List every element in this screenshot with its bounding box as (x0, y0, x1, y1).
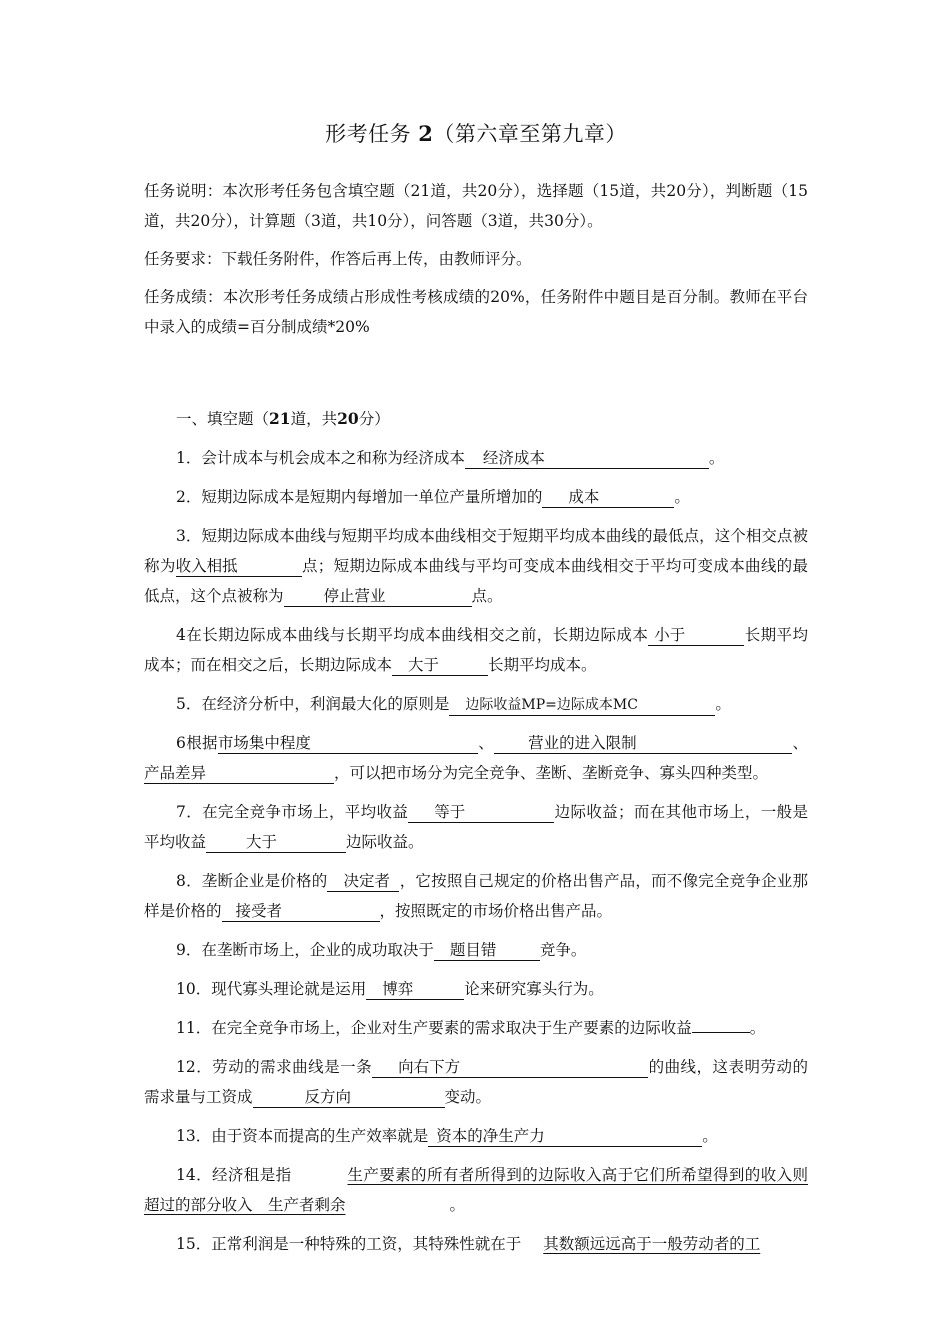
section-text-c: 道，共 (290, 410, 338, 428)
q9-post: 竞争。 (539, 941, 587, 959)
q14-post: 。 (449, 1196, 466, 1214)
q9-answer: 题目错 (434, 941, 540, 961)
q4-mid: 长期平均成本；而在相交之后，长期边际成本 (144, 626, 808, 674)
q13-answer: 资本的净生产力 (428, 1127, 702, 1147)
q5-post: 。 (715, 695, 731, 713)
question-1 (144, 443, 808, 473)
title-text: 形考任务 (325, 122, 412, 146)
question-8 (144, 866, 808, 926)
question-14 (144, 1160, 808, 1220)
q10-text: 10．现代寡头理论就是运用 (176, 980, 367, 998)
question-4 (144, 620, 808, 680)
section-heading (144, 404, 808, 434)
title-rest: （第六章至第九章） (433, 122, 627, 146)
question-12 (144, 1052, 808, 1112)
q3-post: 点。 (471, 587, 503, 605)
q11-post: 。 (749, 1019, 766, 1037)
q15-answer: 其数额远远高于一般劳动者的工 (543, 1235, 761, 1253)
question-11 (144, 1013, 808, 1043)
task-grading: 任务成绩：本次形考任务成绩占形成性考核成绩的20%，任务附件中题目是百分制。教师在平台中录入的成绩=百分制成绩*20% (144, 288, 808, 336)
q7-text: 7．在完全竞争市场上，平均收益 (176, 803, 409, 821)
q4-answer-2: 大于 (392, 656, 488, 676)
q1-post: 。 (708, 449, 725, 467)
q1-answer: 经济成本 (465, 449, 709, 469)
question-15 (144, 1229, 808, 1259)
q12-post: 变动。 (444, 1088, 492, 1106)
section-text-e: 分） (358, 410, 390, 428)
q6-sep-2: 、 (792, 734, 808, 752)
q11-answer (692, 1032, 750, 1033)
q5-answer: 边际收益MP=边际成本MC (449, 696, 715, 716)
q12-mid: 的曲线，这表明劳动的需求量与工资成 (144, 1058, 808, 1106)
task-requirement: 任务要求：下载任务附件，作答后再上传，由教师评分。 (144, 250, 532, 268)
q7-mid: 边际收益；而在其他市场上，一般是平均收益 (144, 803, 808, 851)
question-9 (144, 935, 808, 965)
section-count: 21 (269, 409, 291, 428)
title-number: 2 (418, 121, 434, 146)
question-5 (144, 689, 808, 719)
page-title (144, 118, 808, 148)
q10-post: 论来研究寡头行为。 (464, 980, 604, 998)
q14-answer: 生产要素的所有者所得到的边际收入高于它们所希望得到的收入则超过的部分收入 生产者剩余 (144, 1166, 808, 1214)
q12-answer-2: 反方向 (253, 1088, 445, 1108)
q2-post: 。 (674, 488, 690, 506)
q3-text: 3．短期边际成本曲线与短期平均成本曲线相交于短期平均成本曲线的最低点，这个相交点被称为 (144, 527, 808, 575)
question-3 (144, 521, 808, 611)
q4-answer-1: 小于 (648, 626, 744, 646)
q11-text: 11．在完全竞争市场上，企业对生产要素的需求取决于生产要素的边际收益 (176, 1019, 692, 1037)
section-points: 20 (337, 409, 359, 428)
section-text-a: 一、填空题（ (176, 410, 270, 428)
question-6 (144, 728, 808, 788)
q7-answer-1: 等于 (408, 803, 554, 823)
q3-answer-2: 停止营业 (284, 587, 472, 607)
q3-answer-1: 收入相抵 (176, 557, 302, 577)
document-content (144, 118, 808, 1268)
task-description: 任务说明：本次形考任务包含填空题（21道，共20分），选择题（15道，共20分），判断题（15道，共20分），计算题（3道，共10分），问答题（3道，共30分）。 (144, 182, 808, 230)
q7-answer-2: 大于 (206, 833, 346, 853)
q12-text: 12．劳动的需求曲线是一条 (176, 1058, 373, 1076)
q2-answer: 成本 (542, 488, 674, 508)
q14-text: 14．经济租是指 (176, 1166, 292, 1184)
q5-text: 5．在经济分析中，利润最大化的原则是 (176, 695, 450, 713)
q15-text: 15．正常利润是一种特殊的工资，其特殊性就在于 (176, 1235, 522, 1253)
q1-text: 1．会计成本与机会成本之和称为经济成本 (176, 449, 465, 467)
q8-answer-1: 决定者 (327, 872, 399, 892)
q10-answer: 博弈 (366, 980, 464, 1000)
q6-text: 6根据 (176, 734, 218, 752)
q6-answer-1: 市场集中程度 (218, 734, 478, 754)
q9-text: 9．在垄断市场上，企业的成功取决于 (176, 941, 434, 959)
q13-text: 13．由于资本而提高的生产效率就是 (176, 1127, 429, 1145)
q4-text: 4在长期边际成本曲线与长期平均成本曲线相交之前，长期边际成本 (176, 626, 649, 644)
q7-post: 边际收益。 (346, 833, 424, 851)
q6-post: ，可以把市场分为完全竞争、垄断、垄断竞争、寡头四种类型。 (334, 764, 769, 782)
q8-answer-2: 接受者 (222, 902, 380, 922)
q8-post: ，按照既定的市场价格出售产品。 (379, 902, 613, 920)
question-13 (144, 1121, 808, 1151)
q2-text: 2．短期边际成本是短期内每增加一单位产量所增加的 (176, 488, 543, 506)
q6-answer-3: 产品差异 (144, 764, 334, 784)
q3-mid: 点；短期边际成本曲线与平均可变成本曲线相交于平均可变成本曲线的最低点，这个点被称为 (144, 557, 808, 605)
q6-sep-1: 、 (477, 734, 495, 752)
question-2 (144, 482, 808, 512)
q13-post: 。 (702, 1127, 718, 1145)
question-10 (144, 974, 808, 1004)
q12-answer-1: 向右下方 (372, 1058, 648, 1078)
q4-post: 长期平均成本。 (488, 656, 597, 674)
q8-mid: ，它按照自己规定的价格出售产品，而不像完全竞争企业那样是价格的 (144, 872, 808, 920)
question-7 (144, 797, 808, 857)
q8-text: 8．垄断企业是价格的 (176, 872, 328, 890)
q6-answer-2: 营业的进入限制 (494, 734, 792, 754)
